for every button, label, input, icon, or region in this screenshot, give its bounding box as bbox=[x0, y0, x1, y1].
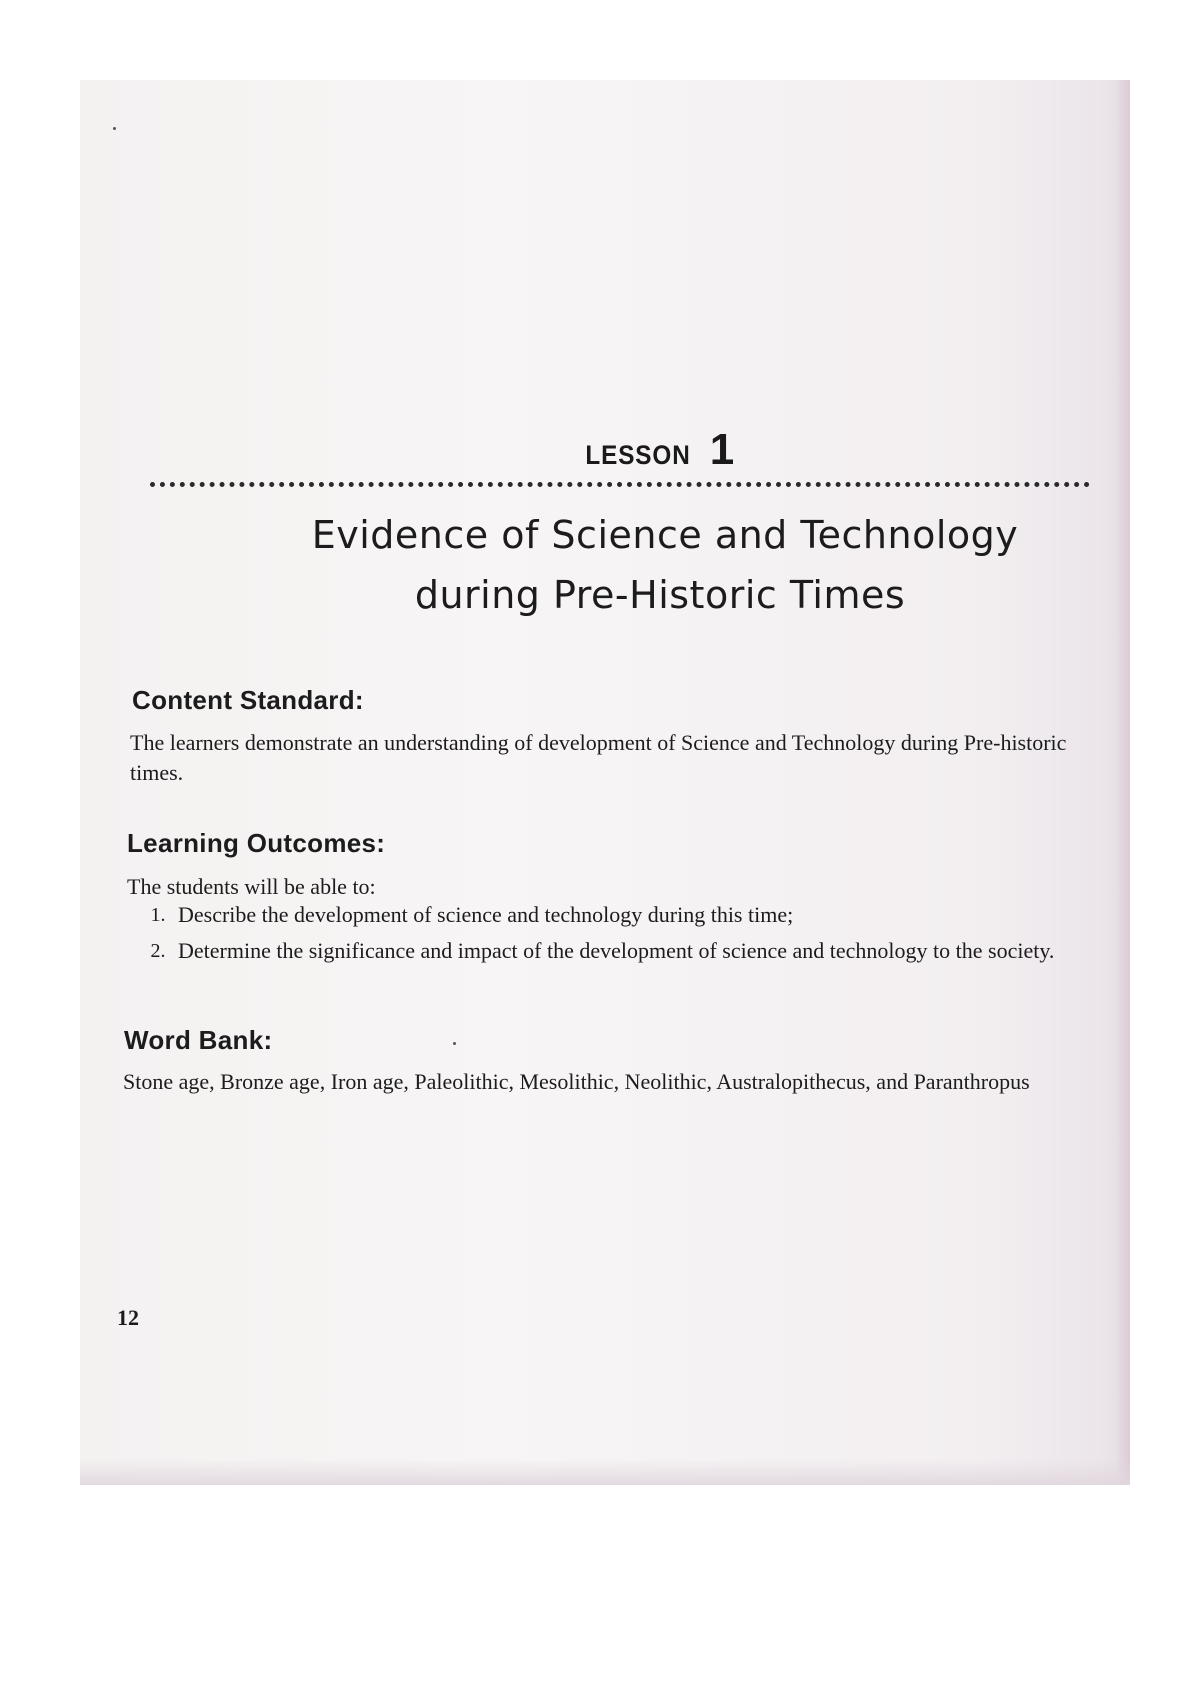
page-edge-shadow bbox=[1116, 80, 1130, 1485]
lesson-number: 1 bbox=[709, 425, 736, 474]
word-bank-text: Stone age, Bronze age, Iron age, Paleolithic, Mesolithic, Neolithic, Australopithecus, and Paranthropus bbox=[123, 1069, 1030, 1094]
page-number: 12 bbox=[117, 1305, 139, 1330]
learning-outcomes-intro: The students will be able to: bbox=[127, 874, 376, 899]
book-page bbox=[80, 80, 1130, 1485]
dotted-divider bbox=[150, 482, 1090, 487]
page-bottom-shadow bbox=[80, 1459, 1130, 1485]
lesson-title bbox=[80, 505, 1130, 625]
lesson-label bbox=[80, 425, 1130, 475]
lesson-word: LESSON bbox=[585, 440, 691, 470]
list-item-number: 1. bbox=[150, 904, 166, 926]
list-item-text: Describe the development of science and technology during this time; bbox=[178, 902, 794, 927]
word-bank-heading: Word Bank: bbox=[124, 1025, 273, 1055]
list-item-text: Determine the significance and impact of the development of science and technology to the society. bbox=[178, 938, 1055, 963]
list-item bbox=[138, 936, 1078, 966]
list-item-number: 2. bbox=[150, 940, 166, 962]
content-standard-text: The learners demonstrate an understanding of development of Science and Technology during Pre-historic times. bbox=[130, 730, 1067, 785]
title-line-1: Evidence of Science and Technology bbox=[311, 513, 1019, 557]
scan-speck bbox=[453, 1042, 456, 1045]
learning-outcomes-list bbox=[138, 900, 1078, 972]
learning-outcomes-heading: Learning Outcomes: bbox=[127, 828, 386, 858]
list-item bbox=[138, 900, 1078, 930]
scan-speck bbox=[113, 127, 116, 130]
title-line-2: during Pre-Historic Times bbox=[414, 573, 906, 617]
content-standard-heading: Content Standard: bbox=[132, 685, 364, 715]
